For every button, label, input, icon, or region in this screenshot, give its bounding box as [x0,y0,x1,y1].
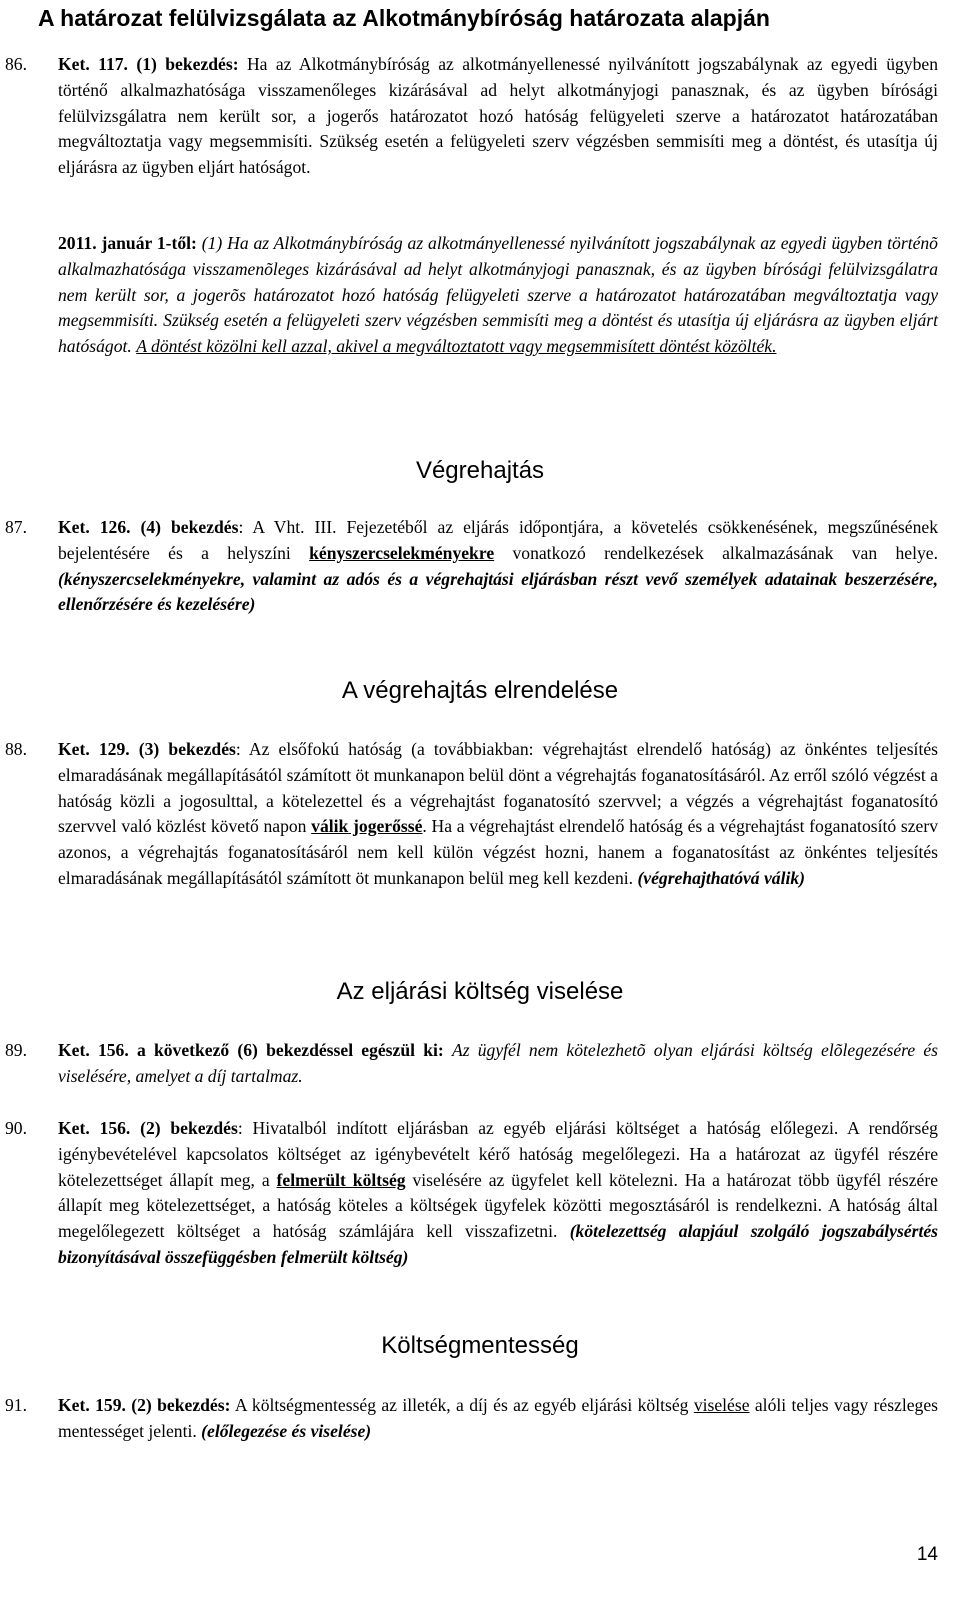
section-heading: A végrehajtás elrendelése [341,677,619,704]
amendment-date: 2011. január 1-től: [58,233,197,253]
note-text: (végrehajthatóvá válik) [637,867,806,888]
paragraph-text: vonatkozó rendelkezések alkalmazásának van helye. [494,542,938,563]
paragraph-87 [58,515,938,618]
paragraph-text: (1) Ha az Alkotmánybíróság az alkotmányellenessé nyilvánított jogszabálynak az egyedi ügyben történõ alkalmazhatósága visszamenõleges kizárásával ad helyt alkotmányjogi panasznak, és az ügyben bírósági felülvizsgálatra nem került sor, a jogerõs határozatot hozó hatóság felügyeleti szerve a határozatot határozatában megváltoztatja vagy megsemmisíti. Szükség esetén a felügyeleti szerv végzésben semmisíti meg a döntést és utasítja új eljárásra az ügyben eljárt hatóságot. [58,233,938,357]
page-number: 14 [916,1544,938,1565]
law-reference: Ket. 156. [58,1118,131,1138]
item-number: 91. [5,1395,27,1415]
subsection-label: (1) bekezdés: [136,54,239,74]
subsection-label: (4) bekezdés [140,517,239,537]
item-number: 88. [5,739,27,759]
subsection-label: (2) bekezdés [140,1118,238,1138]
underlined-term: felmerült költség [276,1169,406,1190]
subsection-label: (3) bekezdés [138,739,236,759]
subsection-label: a következő (6) bekezdéssel egészül ki: [136,1040,444,1060]
paragraph-86 [58,52,938,181]
underlined-text: A döntést közölni kell azzal, akivel a megváltoztatott vagy megsemmisített döntést közölték. [136,336,777,357]
item-number: 89. [5,1040,27,1060]
paragraph-90 [58,1116,938,1271]
subsection-label: (2) bekezdés: [131,1395,231,1415]
underlined-term: viselése [693,1395,750,1415]
paragraph-89 [58,1038,938,1090]
law-reference: Ket. 117. [58,54,128,74]
note-text: (kényszercselekményekre, valamint az adós és a végrehajtási eljárásban részt vevő személyek adatainak beszerzésére, ellenőrzésére és kezelésére) [58,568,938,615]
paragraph-text: A költségmentesség az illeték, a díj és az egyéb eljárási költség [230,1395,694,1415]
paragraph-88 [58,737,938,892]
paragraph-text: Ha az Alkotmánybíróság az alkotmányellenessé nyilvánított jogszabálynak az egyedi ügyben történő alkalmazhatósága visszamenőleges kizárásával ad helyt alkotmányjogi panasznak, és az ügyben bírósági felülvizsgálatra nem került sor, a jogerős határozatot hozó hatóság felügyeleti szerve a határozatot határozatában megváltoztatja vagy megsemmisíti. Szükség esetén a felügyeleti szerv végzésben semmisíti meg a döntést, és utasítja új eljárásra az ügyben eljárt hatóságot. [58,54,938,178]
paragraph-text: . Ha a végrehajtást elrendelő hatóság és a végrehajtást foganatosító szerv azonos, a végrehajtás foganatosításáról nem kell külön végzést hozni, hanem a foganatosítást az önkéntes teljesítés elmaradásának megállapításától számított öt munkanapon belül meg kell kezdeni. [58,816,938,888]
item-number: 87. [5,517,27,537]
paragraph-text: : A Vht. III. Fejezetéből az eljárás időpontjára, a követelés csökkenésének, megszűnésének bejelentésére és a helyszíni [58,517,938,563]
section-heading: Költségmentesség [381,1332,579,1359]
paragraph-text: : Az elsőfokú hatóság (a továbbiakban: végrehajtást elrendelő hatóság) az önkéntes teljesítés elmaradásának megállapításától számított öt munkanapon belül dönt a végrehajtás foganatosításáról. Az erről szóló végzést a hatóság közli a jogosulttal, a kötelezettel és a végrehajtást foganatosító szervvel; a végzés a végrehajtást foganatosító szervvel való közlést követő napon [58,739,938,837]
item-number: 86. [5,54,27,74]
paragraph-text: alóli teljes vagy részleges mentességet jelenti. [58,1395,938,1441]
paragraph-text: : Hivatalból indított eljárásban az egyéb eljárási költséget a hatóság előlegezi. A rendőrség igénybevételével kapcsolatos költséget az igénybevételt kérő hatóság megelőlegezi. Ha a határozat az ügyfél részére kötelezettséget állapít meg, a [58,1118,938,1190]
law-reference: Ket. 126. [58,517,131,537]
paragraph-86-amended [58,231,938,360]
item-number: 90. [5,1118,27,1138]
law-reference: Ket. 129. [58,739,130,759]
page-header: A határozat felülvizsgálata az Alkotmánybíróság határozata alapján [38,5,770,31]
law-reference: Ket. 159. [58,1395,126,1415]
paragraph-91 [58,1393,938,1445]
paragraph-text: Az ügyfél nem kötelezhetõ olyan eljárási költség elõlegezésére és viselésére, amelyet a díj tartalmaz. [58,1040,938,1086]
paragraph-text: viselésére az ügyfelet kell kötelezni. Ha a határozat több ügyfél részére állapít meg kötelezettséget, a hatóság köteles a költségek ügyfelek közötti megosztásáról is rendelkezni. A hatóság által megelőlegezett költséget a hatóság számlájára kell visszafizetni. [58,1169,938,1242]
note-text: (előlegezése és viselése) [201,1420,372,1441]
underlined-term: válik jogerőssé [311,816,423,837]
underlined-term: kényszercselekményekre [309,542,495,563]
note-text: (kötelezettség alapjául szolgáló jogszabálysértés bizonyításával összefüggésben felmerült költség) [58,1221,938,1267]
section-heading: Az eljárási költség viselése [336,978,624,1005]
law-reference: Ket. 156. [58,1040,129,1060]
section-heading: Végrehajtás [415,457,545,484]
